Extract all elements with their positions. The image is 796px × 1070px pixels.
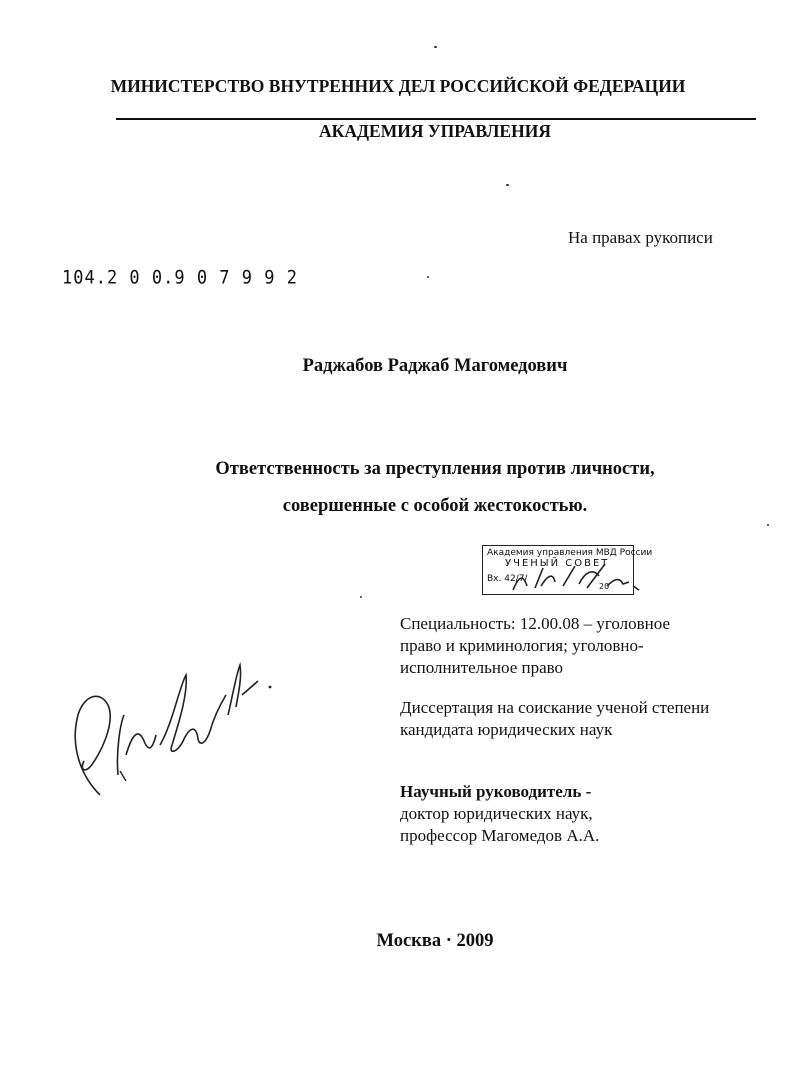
- stamp-line2: УЧЕНЫЙ СОВЕТ: [505, 558, 610, 569]
- stamp-handwriting-icon: [483, 546, 653, 602]
- city-year: Москва · 2009: [376, 931, 494, 951]
- stamp-line1: Академия управления МВД России: [487, 548, 653, 558]
- supervisor-name: профессор Магомедов А.А.: [400, 826, 600, 845]
- academy-heading: АКАДЕМИЯ УПРАВЛЕНИЯ: [319, 121, 551, 141]
- supervisor-degree: доктор юридических наук,: [400, 804, 593, 823]
- scan-speck: [434, 46, 437, 48]
- scan-speck: [360, 596, 362, 598]
- dissertation-line2: кандидата юридических наук: [400, 720, 613, 739]
- dissertation-title-line1: Ответственность за преступления против личности,: [215, 459, 655, 479]
- specialty-line1: Специальность: 12.00.08 – уголовное: [400, 614, 671, 633]
- supervisor-block: [400, 781, 599, 847]
- dissertation-title-line2: совершенные с особой жестокостью.: [282, 496, 588, 516]
- author-name: Раджабов Раджаб Магомедович: [302, 356, 568, 376]
- supervisor-label: Научный руководитель -: [400, 782, 592, 801]
- stamp-line3: Вх. 42/7/: [487, 574, 528, 584]
- dissertation-block: [400, 697, 709, 741]
- specialty-block: [400, 613, 670, 679]
- author-signature-icon: [60, 655, 290, 805]
- specialty-line2: право и криминология; уголовно-: [400, 636, 644, 655]
- ministry-heading: МИНИСТЕРСТВО ВНУТРЕННИХ ДЕЛ РОССИЙСКОЙ ФЕДЕРАЦИИ: [110, 76, 686, 96]
- specialty-line3: исполнительное право: [400, 658, 564, 677]
- scan-speck: [427, 276, 429, 278]
- scan-speck: [506, 184, 509, 186]
- header-divider: [116, 118, 756, 120]
- scan-speck: [767, 524, 769, 526]
- council-stamp: [482, 545, 653, 595]
- catalog-code: 104.2 0 0.9 0 7 9 9 2: [62, 267, 298, 289]
- stamp-line4: 20: [599, 582, 610, 591]
- dissertation-line1: Диссертация на соискание ученой степени: [400, 698, 710, 717]
- manuscript-note: На правах рукописи: [568, 228, 713, 247]
